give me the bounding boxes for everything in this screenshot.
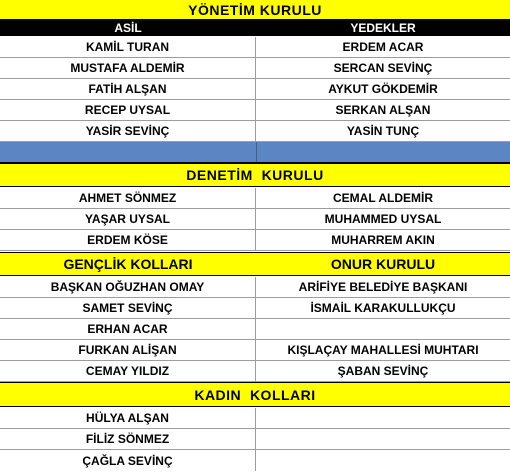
table-row — [0, 188, 510, 209]
table-row — [0, 408, 510, 429]
table-row — [0, 230, 510, 251]
separator-divider — [256, 142, 257, 162]
asil-member: MUSTAFA ALDEMİR — [0, 58, 256, 78]
denetim-member: CEMAL ALDEMİR — [333, 191, 433, 205]
yedek-member: YASİN TUNÇ — [346, 124, 420, 138]
table-row — [0, 209, 510, 230]
table-row — [0, 58, 510, 79]
asil-member: YASİR SEVİNÇ — [0, 121, 256, 141]
denetim-member: MUHAMMED UYSAL — [324, 212, 442, 226]
table-row — [0, 319, 510, 340]
table-row — [0, 37, 510, 58]
yedek-member: ERDEM ACAR — [342, 40, 424, 54]
denetim-member: ERDEM KÖSE — [0, 230, 256, 250]
kadin-title: KADIN KOLLARI — [194, 386, 316, 403]
onur-member: ŞABAN SEVİNÇ — [337, 364, 429, 378]
table-row — [0, 361, 510, 382]
table-row — [0, 121, 510, 142]
kadin-member: ÇAĞLA SEVİNÇ — [0, 450, 256, 471]
denetim-member: YAŞAR UYSAL — [0, 209, 256, 229]
denetim-member: AHMET SÖNMEZ — [0, 188, 256, 208]
asil-member: FATİH ALŞAN — [0, 79, 256, 99]
yonetim-header-row — [0, 20, 510, 36]
empty-cell — [256, 450, 510, 471]
yedek-member: AYKUT GÖKDEMİR — [328, 82, 438, 96]
table-row — [0, 340, 510, 361]
table-row — [0, 298, 510, 319]
kadin-title-band — [0, 382, 510, 407]
onur-member: ARİFİYE BELEDİYE BAŞKANI — [298, 280, 468, 294]
table-row — [0, 450, 510, 471]
empty-cell — [256, 408, 510, 428]
genclik-member: BAŞKAN OĞUZHAN OMAY — [0, 277, 256, 297]
onur-member: İSMAİL KARAKULLUKÇU — [310, 301, 456, 315]
onur-member — [256, 319, 510, 339]
denetim-title: DENETİM KURULU — [186, 167, 324, 183]
table-row — [0, 100, 510, 121]
denetim-member: MUHARREM AKIN — [331, 233, 435, 247]
kadin-member: FİLİZ SÖNMEZ — [0, 429, 256, 449]
genclik-member: CEMAY YILDIZ — [0, 361, 256, 381]
genclik-member: SAMET SEVİNÇ — [0, 298, 256, 318]
asil-member: RECEP UYSAL — [0, 100, 256, 120]
yedek-member: SERCAN SEVİNÇ — [333, 61, 433, 75]
yonetim-title: YÖNETİM KURULU — [188, 1, 322, 18]
asil-member: KAMİL TURAN — [0, 37, 256, 57]
kadin-member: HÜLYA ALŞAN — [0, 408, 256, 428]
table-row — [0, 79, 510, 100]
onur-title: ONUR KURULU — [330, 256, 436, 272]
denetim-title-band — [0, 163, 510, 187]
table-row — [0, 429, 510, 450]
yedekler-header: YEDEKLER — [350, 21, 416, 35]
onur-member: KIŞLAÇAY MAHALLESİ MUHTARI — [287, 343, 479, 357]
genclik-member: ERHAN ACAR — [0, 319, 256, 339]
genclik-title: GENÇLİK KOLLARI — [63, 256, 193, 272]
yedek-member: SERKAN ALŞAN — [335, 103, 431, 117]
genclik-onur-title-band — [0, 252, 510, 276]
genclik-member: FURKAN ALİŞAN — [0, 340, 256, 360]
empty-cell — [256, 429, 510, 449]
separator-band — [0, 142, 510, 163]
yonetim-title-band — [0, 0, 510, 20]
table-row — [0, 277, 510, 298]
asil-header: ASİL — [114, 21, 142, 35]
